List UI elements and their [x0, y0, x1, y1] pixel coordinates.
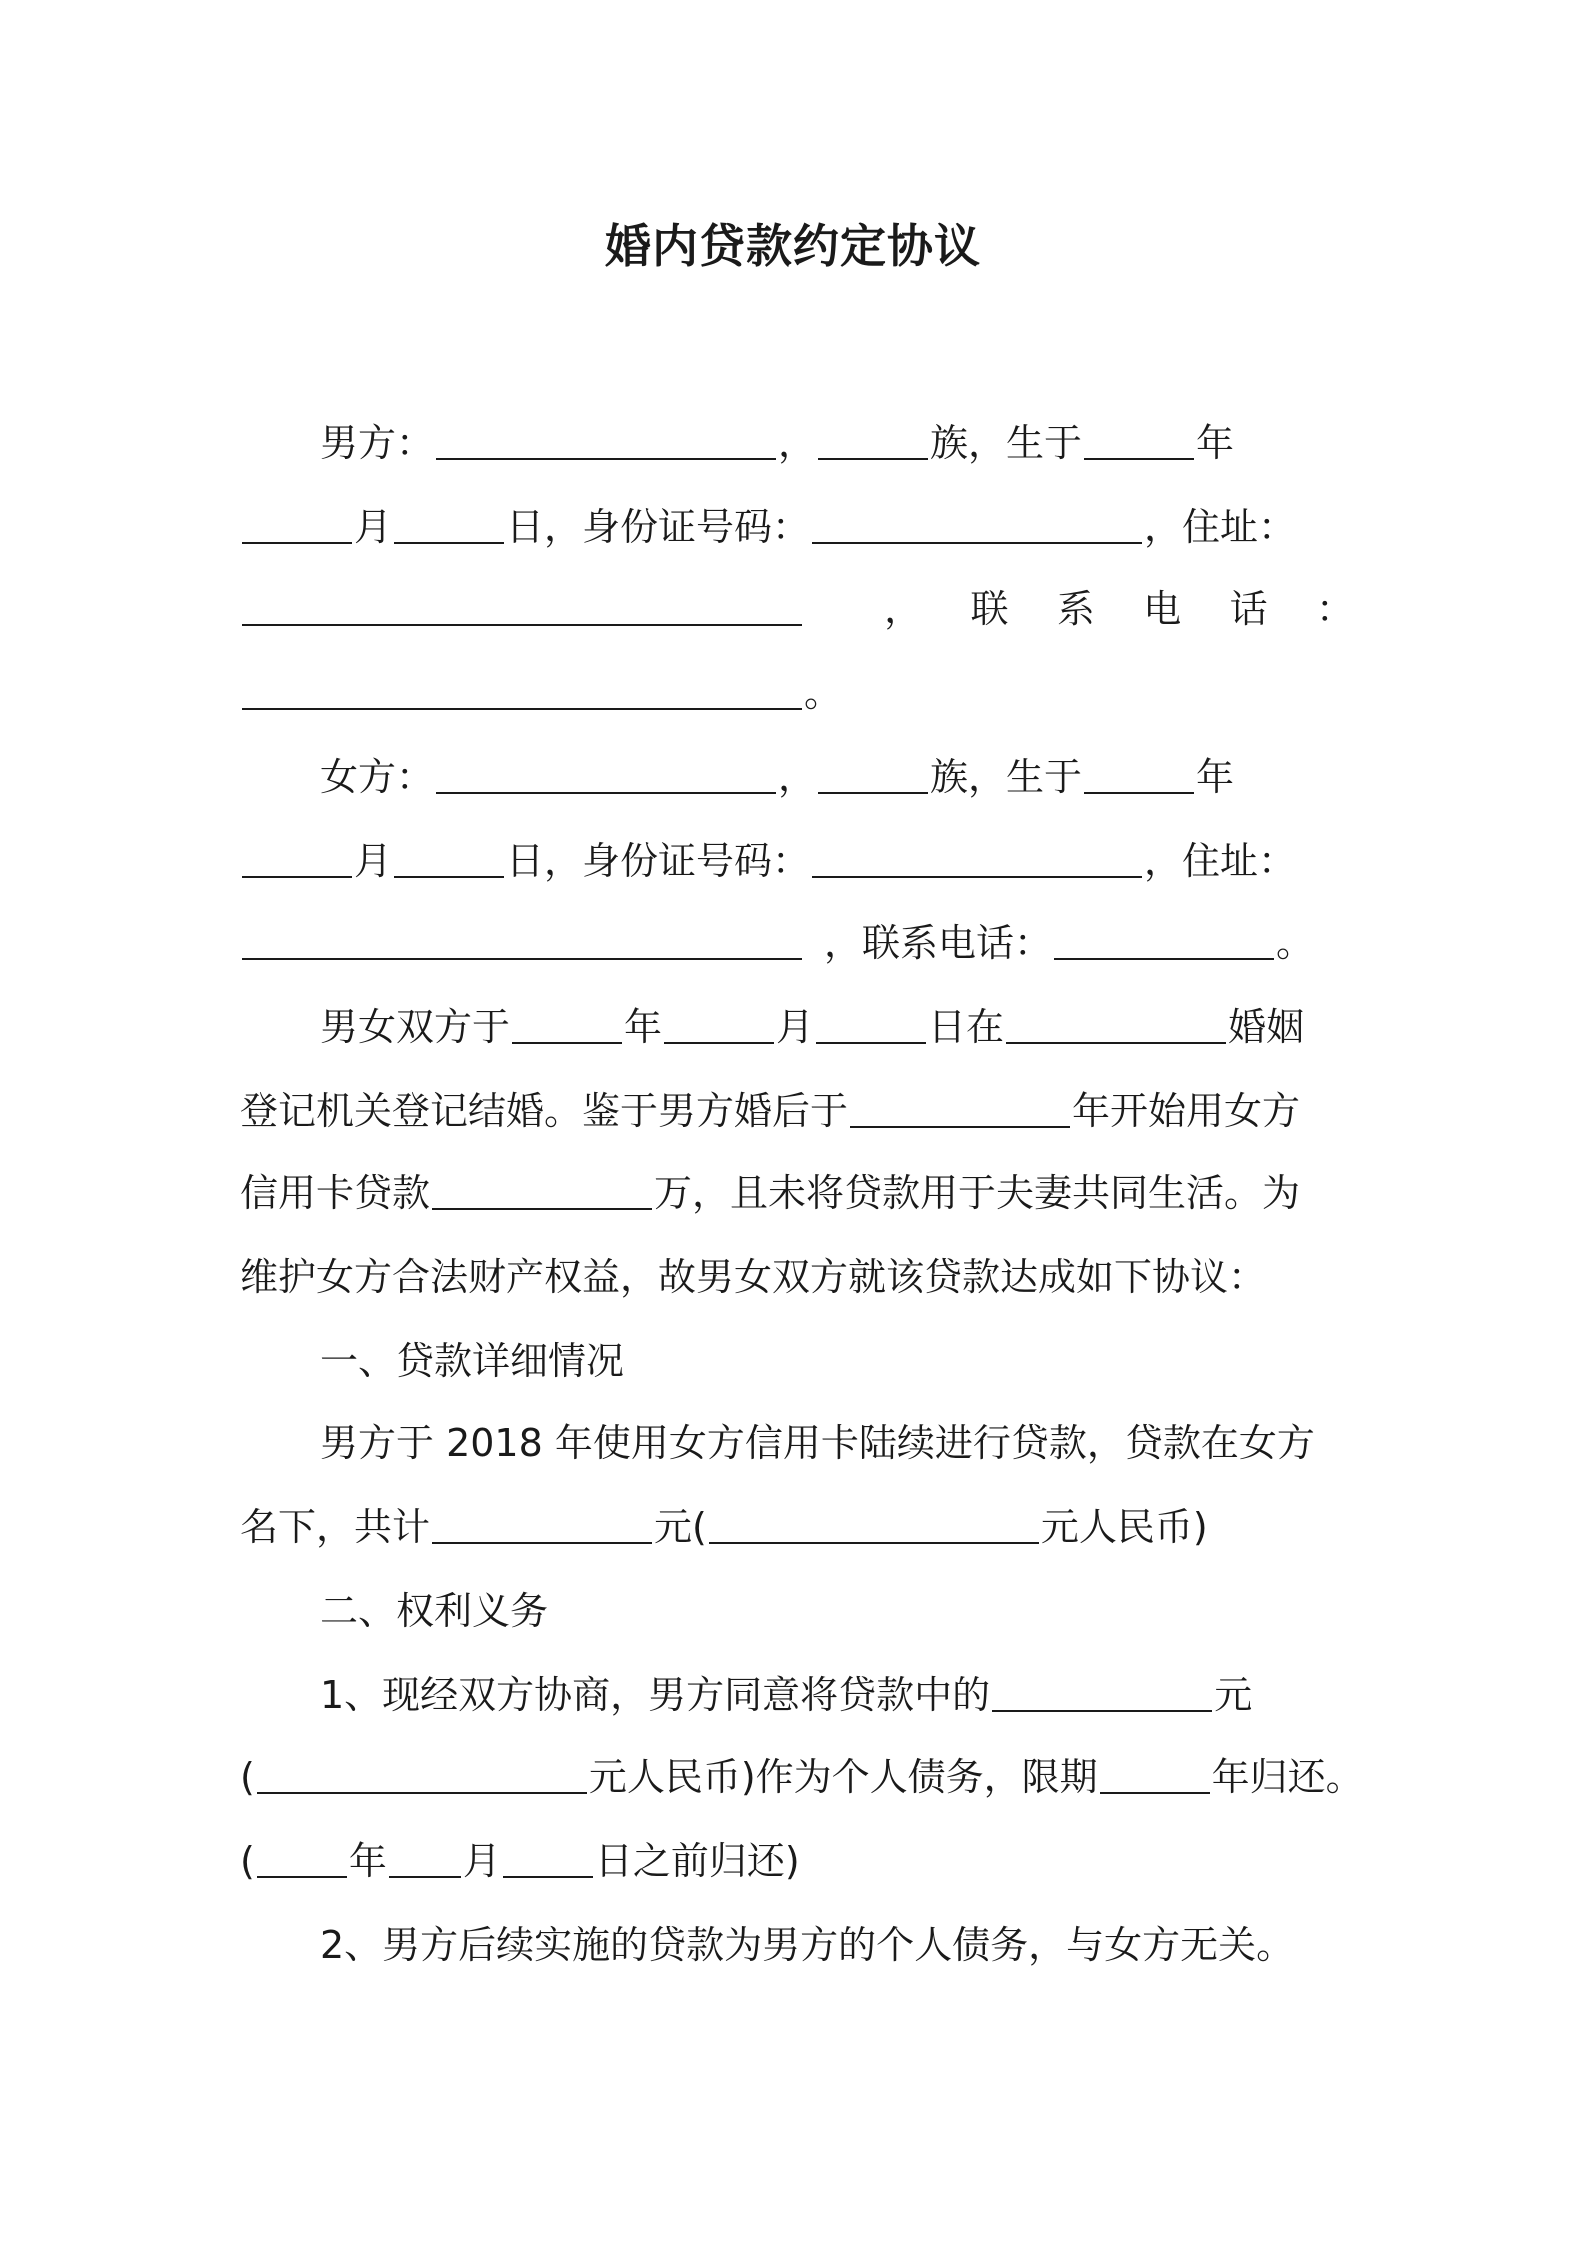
marriage-day-blank[interactable] [816, 1012, 926, 1044]
personal-debt-amount-blank[interactable] [992, 1680, 1212, 1712]
male-phone-label: ， 联 系 电 话 ： [884, 587, 1355, 631]
female-name-blank[interactable] [436, 762, 776, 794]
female-party-line-2: 月 日，身份证号码： ，住址： [240, 830, 1348, 892]
section2-heading: 二、权利义务 [320, 1589, 549, 1633]
male-party-line-1: 男方： ， 族，生于 年 [320, 421, 1235, 465]
female-birth-day-blank[interactable] [394, 846, 504, 878]
total-amount-blank[interactable] [432, 1512, 652, 1544]
male-phone-blank[interactable] [242, 678, 802, 710]
male-party-line-2: 月 日，身份证号码： ，住址： [240, 496, 1348, 558]
deadline-day-blank[interactable] [503, 1846, 593, 1878]
male-party-line-3 [240, 578, 1355, 640]
section2-item1-line-3: ( 年 月 日之前归还) [240, 1839, 800, 1883]
preamble-line-3: 信用卡贷款 万，且未将贷款用于夫妻共同生活。为 [240, 1171, 1301, 1215]
male-birth-year-blank[interactable] [1084, 428, 1194, 460]
registry-office-blank[interactable] [1006, 1012, 1226, 1044]
male-address-blank[interactable] [242, 594, 802, 626]
section2-item2: 2、男方后续实施的贷款为男方的个人债务，与女方无关。 [320, 1923, 1295, 1967]
female-party-line-1: 女方： ， 族，生于 年 [320, 755, 1235, 799]
repayment-years-blank[interactable] [1100, 1762, 1210, 1794]
section1-line-2: 名下，共计 元( 元人民币) [240, 1505, 1208, 1549]
female-address-blank[interactable] [242, 928, 802, 960]
section2-item1-line-2: ( 元人民币)作为个人债务，限期 年归还。 [240, 1755, 1364, 1799]
female-birth-month-blank[interactable] [242, 846, 352, 878]
female-party-line-3: ，联系电话： 。 [240, 912, 1348, 974]
deadline-month-blank[interactable] [389, 1846, 461, 1878]
deadline-year-blank[interactable] [257, 1846, 347, 1878]
female-phone-blank[interactable] [1054, 928, 1274, 960]
section1-line-1: 男方于 2018 年使用女方信用卡陆续进行贷款，贷款在女方 [320, 1421, 1315, 1465]
male-birth-month-blank[interactable] [242, 512, 352, 544]
preamble-line-1: 男女双方于 年 月 日在 婚姻 [320, 1005, 1305, 1049]
document-title: 婚内贷款约定协议 [605, 219, 981, 273]
section2-item1-line-1: 1、现经双方协商，男方同意将贷款中的 元 [320, 1673, 1253, 1717]
preamble-line-2: 登记机关登记结婚。鉴于男方婚后于 年开始用女方 [240, 1089, 1301, 1133]
loan-amount-wan-blank[interactable] [432, 1178, 652, 1210]
preamble-line-4: 维护女方合法财产权益，故男女双方就该贷款达成如下协议： [240, 1255, 1267, 1299]
male-ethnicity-blank[interactable] [818, 428, 928, 460]
marriage-year-blank[interactable] [512, 1012, 622, 1044]
male-name-blank[interactable] [436, 428, 776, 460]
female-ethnicity-blank[interactable] [818, 762, 928, 794]
personal-debt-uppercase-blank[interactable] [257, 1762, 587, 1794]
loan-start-year-blank[interactable] [850, 1096, 1070, 1128]
total-amount-uppercase-blank[interactable] [709, 1512, 1039, 1544]
section1-heading: 一、贷款详细情况 [320, 1339, 625, 1383]
male-party-line-4: 。 [240, 662, 1348, 724]
male-birth-day-blank[interactable] [394, 512, 504, 544]
male-id-number-blank[interactable] [812, 512, 1142, 544]
female-birth-year-blank[interactable] [1084, 762, 1194, 794]
female-id-number-blank[interactable] [812, 846, 1142, 878]
marriage-month-blank[interactable] [664, 1012, 774, 1044]
